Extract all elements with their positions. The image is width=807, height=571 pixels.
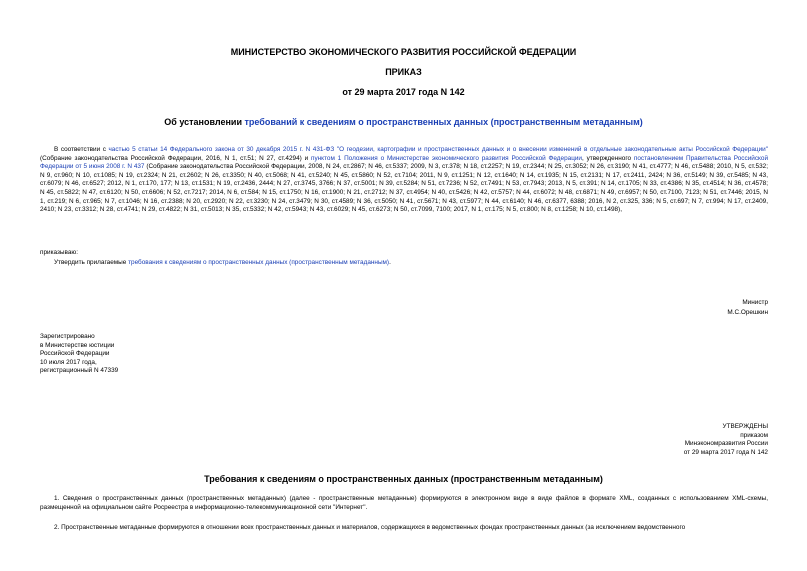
approved-line: от 29 марта 2017 года N 142 — [683, 448, 768, 456]
preamble-text-4: (Собрание законодательства Российской Федерации, 2008, N 24, ст.2867; N 46, ст.5337; 2009, N 3, ст.378; N 18, ст.2257; N 19, ст.2344; N 25, ст.3052; N 26, ст.3190; N 41, ст.4777; N 46, ст.5488; 2010, N 5, ст.532; N 9, ст.960; N 10, ст.1085; N 19, ст.2324; N 21, ст.2602; N 26, ст.3350; N 40, ст.5068; N 41, ст.5240; N 45, ст.5860; N 52, ст.7104; 2011, N 9, ст.1251; N 12, ст.1640; N 14, ст.1935; N 15, ст.2131; N 17, ст.2411, 2424; N 36, ст.5149; N 39, ст.5485; N 43, ст.6079; N 46, ст.6527; 2012, N 1, ст.170, 177; N 13, ст.1531; N 19, ст.2436, 2444; N 27, ст.3745, 3766; N 37, ст.5001; N 39, ст.5284; N 51, ст.7236; N 52, ст.7491; N 53, ст.7943; 2013, N 5, ст.391; N 14, ст.1705; N 33, ст.4386; N 35, ст.4514; N 36, ст.4578; N 45, ст.5822; N 47, ст.6120; N 50, ст.6606; N 52, ст.7217; 2014, N 6, ст.584; N 15, ст.1750; N 16, ст.1900; N 21, ст.2712; N 37, ст.4954; N 40, ст.5426; N 42, ст.5757; N 44, ст.6072; N 48, ст.6871; N 49, ст.6957; N 50, ст.7100, 7123; N 51, ст.7446; 2015, N 1, ст.219; N 6, ст.965; N 7, ст.1046; N 16, ст.2388; N 20, ст.2920; N 22, ст.3230; N 24, ст.3479; N 30, ст.4589; N 36, ст.5050; N 41, ст.5671; N 43, ст.5977; N 44, ст.6140; N 46, ст.6377, 6388; 2016, N 2, ст.325, 336; N 5, ст.697; N 7, ст.994; N 17, ст.2409, 2410; N 23, ст.3312; N 28, ст.4741; N 29, ст.4822; N 31, ст.5013; N 35, ст.5332; N 42, ст.5943; N 43, ст.6029; N 45, ст.6273; N 50, ст.7099, 7100; 2017, N 1, ст.175; N 5, ст.800; N 8, ст.1258; N 10, ст.1498), — [40, 163, 768, 214]
order-title-link[interactable]: требований к сведениям о пространственных данных (пространственным метаданным) — [244, 117, 643, 127]
order-text-2: . — [389, 259, 391, 266]
requirements-title: Требования к сведениям о пространственных данных (пространственным метаданным) — [204, 474, 603, 484]
order-title-text: Об установлении — [164, 117, 245, 127]
registration-line: Российской Федерации — [40, 350, 110, 358]
signature-role: Министр — [742, 299, 768, 306]
signature-name: М.С.Орешкин — [727, 309, 768, 316]
preamble-text-3: , утвержденного — [582, 154, 634, 162]
ministry-regulation-link[interactable]: пунктом 1 Положения о Министерстве экономического развития Российской Федерации — [311, 154, 582, 162]
preamble-text-1: В соответствии с — [54, 146, 109, 153]
preamble-text-2: (Собрание законодательства Российской Федерации, 2016, N 1, ст.51; N 27, ст.4294) и — [40, 154, 311, 162]
approved-line: приказом — [740, 431, 768, 439]
registration-block — [40, 333, 118, 376]
preamble-paragraph — [40, 146, 768, 215]
order-title — [0, 117, 807, 127]
order-text-1: Утвердить прилагаемые — [54, 259, 129, 266]
registration-line: Зарегистрировано — [40, 333, 95, 340]
registration-line: 10 июля 2017 года, — [40, 358, 97, 366]
approved-line: УТВЕРЖДЕНЫ — [722, 423, 768, 430]
order-paragraph — [54, 259, 391, 268]
approved-block — [560, 423, 768, 457]
registration-line: регистрационный N 47339 — [40, 367, 119, 375]
doc-type-heading: ПРИКАЗ — [385, 67, 422, 77]
requirement-paragraph-1: 1. Сведения о пространственных данных (пространственных метаданных) (далее - пространственные метаданные) формируются в электронном виде в виде файлов в формате XML, созданных с использованием XML-схемы, размещенной на официальном сайте Росреестра в информационно-телекоммуникационной сети "Интернет". — [40, 495, 768, 511]
approved-line: Минэкономразвития России — [684, 440, 768, 448]
government-resolution-link[interactable]: постановлением Правительства Российской Федерации от 5 июня 2008 г. N 437 — [40, 154, 769, 171]
requirement-paragraph-2: 2. Пространственные метаданные формируются в отношении всех пространственных данных и материалов, содержащихся в ведомственных фондах пространственных данных (за исключением ведомственного — [54, 524, 686, 531]
registration-line: в Министерстве юстиции — [40, 341, 115, 349]
date-number: от 29 марта 2017 года N 142 — [342, 87, 465, 97]
requirements-link[interactable]: требования к сведениям о пространственных данных (пространственным метаданным) — [128, 259, 390, 266]
prikazyvayu-text: приказываю: — [40, 249, 78, 256]
ministry-heading: МИНИСТЕРСТВО ЭКОНОМИЧЕСКОГО РАЗВИТИЯ РОССИЙСКОЙ ФЕДЕРАЦИИ — [230, 47, 577, 57]
law-431-fz-link[interactable]: частью 5 статьи 14 Федерального закона от 30 декабря 2015 г. N 431-ФЗ "О геодезии, картографии и пространственных данных и о внесении изменений в отдельные законодательные акты Российской Федерации" — [108, 146, 768, 153]
